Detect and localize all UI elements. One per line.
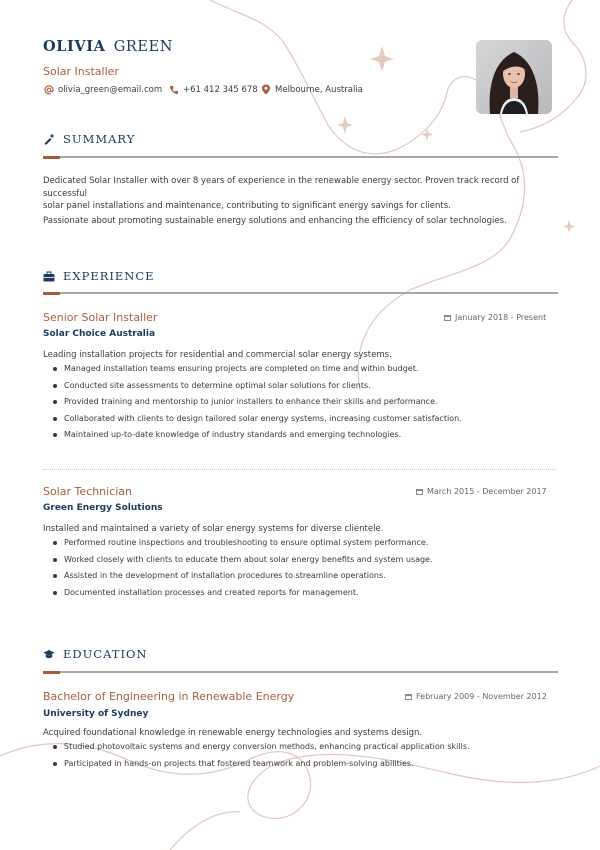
job-role: Solar Installer bbox=[43, 65, 119, 78]
location-text: Melbourne, Australia bbox=[275, 84, 363, 95]
job-description: Installed and maintained a variety of solar energy systems for diverse clientele. bbox=[43, 524, 384, 534]
summary-heading bbox=[43, 132, 135, 146]
job-title: Solar Technician bbox=[43, 485, 133, 498]
at-icon bbox=[43, 84, 54, 95]
bullet-text: Collaborated with clients to design tailored solar energy systems, increasing customer satisfaction. bbox=[64, 413, 462, 423]
job-bullets bbox=[53, 538, 433, 604]
job-bullets bbox=[53, 364, 462, 447]
job-date bbox=[444, 313, 546, 322]
contact-phone[interactable] bbox=[168, 84, 258, 95]
candidate-name bbox=[43, 38, 173, 55]
degree-title: Bachelor of Engineering in Renewable Energy bbox=[43, 690, 295, 703]
experience-heading bbox=[43, 269, 155, 283]
list-item bbox=[53, 397, 462, 414]
job-date-text: March 2015 - December 2017 bbox=[427, 487, 547, 496]
job-separator bbox=[43, 469, 555, 470]
summary-paragraph bbox=[43, 175, 558, 213]
graduation-cap-icon bbox=[43, 648, 55, 660]
summary-line: Dedicated Solar Installer with over 8 years of experience in the renewable energy sector. Proven track record of successful bbox=[43, 176, 520, 199]
sparkle-pen-icon bbox=[43, 133, 55, 145]
bullet-text: Provided training and mentorship to junior installers to enhance their skills and performance. bbox=[64, 397, 438, 406]
list-item bbox=[53, 381, 462, 398]
bullet-text: Studied photovoltaic systems and energy conversion methods, enhancing practical application skills. bbox=[64, 742, 470, 751]
company-name: Solar Choice Australia bbox=[43, 329, 156, 339]
bullet-text: Assisted in the development of installation procedures to streamline operations. bbox=[64, 571, 386, 580]
profile-photo bbox=[476, 40, 552, 114]
phone-icon bbox=[168, 84, 179, 95]
contact-email[interactable] bbox=[43, 84, 162, 95]
bullet-text: Conducted site assessments to determine optimal solar solutions for clients. bbox=[64, 380, 371, 390]
education-date-text: February 2009 - November 2012 bbox=[416, 692, 547, 701]
list-item bbox=[53, 571, 433, 588]
list-item bbox=[53, 430, 462, 447]
contact-location bbox=[260, 84, 363, 95]
education-title: EDUCATION bbox=[63, 647, 148, 661]
last-name: GREEN bbox=[113, 39, 174, 55]
list-item bbox=[53, 555, 433, 572]
list-item bbox=[53, 364, 462, 381]
list-item bbox=[53, 538, 433, 555]
calendar-icon bbox=[405, 693, 412, 700]
bullet-text: Managed installation teams ensuring projects are completed on time and within budget. bbox=[64, 364, 419, 373]
avatar bbox=[476, 40, 552, 114]
first-name: OLIVIA bbox=[43, 38, 106, 55]
education-bullets bbox=[53, 742, 470, 775]
education-description: Acquired foundational knowledge in renewable energy technologies and systems design. bbox=[43, 728, 423, 738]
location-pin-icon bbox=[260, 84, 271, 95]
job-title: Senior Solar Installer bbox=[43, 311, 158, 324]
job-date bbox=[416, 487, 547, 496]
company-name: Green Energy Solutions bbox=[43, 503, 163, 513]
job-date-text: January 2018 - Present bbox=[455, 313, 547, 322]
list-item bbox=[53, 759, 470, 776]
summary-divider bbox=[43, 156, 558, 158]
education-divider bbox=[43, 671, 558, 673]
list-item bbox=[53, 742, 470, 759]
bullet-text: Worked closely with clients to educate them about solar energy benefits and system usage. bbox=[64, 554, 433, 564]
bullet-text: Participated in hands-on projects that fostered teamwork and problem-solving abilities. bbox=[64, 758, 414, 768]
briefcase-icon bbox=[43, 270, 55, 282]
school-name: University of Sydney bbox=[43, 709, 149, 719]
job-description: Leading installation projects for residential and commercial solar energy systems. bbox=[43, 350, 392, 360]
phone-text: +61 412 345 678 bbox=[183, 84, 258, 95]
bullet-text: Documented installation processes and created reports for management. bbox=[64, 587, 359, 597]
experience-divider bbox=[43, 292, 558, 294]
list-item bbox=[53, 588, 433, 605]
summary-title: SUMMARY bbox=[63, 132, 136, 146]
bullet-text: Maintained up-to-date knowledge of industry standards and emerging technologies. bbox=[64, 430, 402, 439]
experience-title: EXPERIENCE bbox=[63, 269, 155, 283]
education-date bbox=[405, 692, 547, 701]
summary-line: solar panel installations and maintenance, contributing to significant energy savings for clients. bbox=[43, 201, 451, 211]
summary-paragraph bbox=[43, 215, 558, 228]
bullet-text: Performed routine inspections and troubleshooting to ensure optimal system performance. bbox=[64, 538, 429, 547]
calendar-icon bbox=[416, 488, 423, 495]
summary-line: Passionate about promoting sustainable energy solutions and enhancing the efficiency of solar technologies. bbox=[43, 216, 507, 226]
calendar-icon bbox=[444, 314, 451, 321]
email-text: olivia_green@email.com bbox=[58, 84, 163, 95]
list-item bbox=[53, 414, 462, 431]
education-heading bbox=[43, 647, 148, 661]
